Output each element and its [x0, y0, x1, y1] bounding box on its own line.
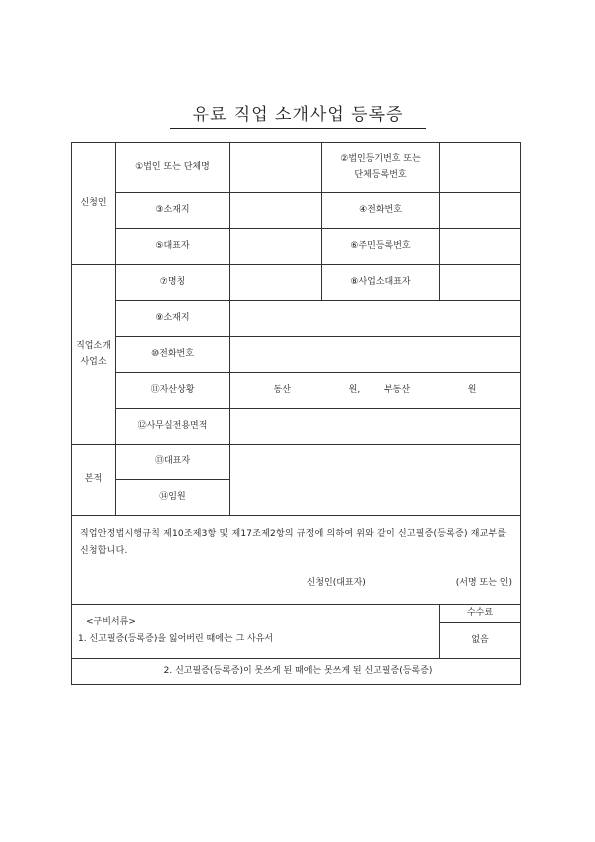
attachments-cell	[72, 605, 440, 659]
corp-reg-no-field[interactable]	[440, 143, 521, 193]
office-rep-label: ⑧사업소대표자	[322, 265, 440, 301]
office-address-field[interactable]	[230, 301, 521, 337]
attachment-item-1: 1. 신고필증(등록증)을 잃어버린 때에는 그 사유서	[78, 634, 274, 645]
sign-note: (서명 또는 인)	[455, 578, 513, 589]
fee-label: 수수료	[440, 605, 521, 623]
office-name-field[interactable]	[230, 265, 322, 301]
office-section-label: 직업소개 사업소	[72, 265, 116, 445]
head-office-field[interactable]	[230, 445, 521, 516]
asset-realestate-label: 부동산	[383, 384, 411, 395]
corp-name-field[interactable]	[230, 143, 322, 193]
corp-reg-no-label: ②법인등기번호 또는 단체등록번호	[322, 143, 440, 193]
assets-field[interactable]	[230, 373, 521, 409]
resident-no-field[interactable]	[440, 229, 521, 265]
fee-value: 없음	[440, 623, 521, 659]
applicant-phone-label: ④전화번호	[322, 193, 440, 229]
applicant-address-field[interactable]	[230, 193, 322, 229]
applicant-section-label: 신청인	[72, 143, 116, 265]
office-phone-label: ⑩전화번호	[116, 337, 230, 373]
office-address-label: ⑨소재지	[116, 301, 230, 337]
head-office-section-label: 본적	[72, 445, 116, 516]
signer-label: 신청인(대표자)	[306, 578, 366, 589]
floor-area-field[interactable]	[230, 409, 521, 445]
representative-label: ⑤대표자	[116, 229, 230, 265]
declaration-cell	[72, 516, 521, 605]
attachment-item-2: 2. 신고필증(등록증)이 못쓰게 된 때에는 못쓰게 된 신고필증(등록증)	[72, 659, 521, 685]
signature-line	[72, 560, 520, 591]
applicant-phone-field[interactable]	[440, 193, 521, 229]
office-phone-field[interactable]	[230, 337, 521, 373]
office-rep-field[interactable]	[440, 265, 521, 301]
head-rep-label: ⑬대표자	[116, 445, 230, 480]
registration-form-table	[71, 142, 521, 685]
asset-unit-won-2: 원	[467, 384, 477, 395]
form-title: 유료 직업 소개사업 등록증	[170, 100, 426, 129]
representative-field[interactable]	[230, 229, 322, 265]
floor-area-label: ⑫사무실전용면적	[116, 409, 230, 445]
officers-label: ⑭임원	[116, 480, 230, 516]
assets-label: ⑪자산상황	[116, 373, 230, 409]
asset-movable-label: 동산	[273, 384, 291, 395]
resident-no-label: ⑥주민등록번호	[322, 229, 440, 265]
office-name-label: ⑦명칭	[116, 265, 230, 301]
declaration-text: 직업안정법시행규칙 제10조제3항 및 제17조제2항의 규정에 의하여 위와 같이 신고필증(등록증) 재교부를 신청합니다.	[80, 529, 507, 557]
applicant-address-label: ③소재지	[116, 193, 230, 229]
corp-name-label: ①법인 또는 단체명	[116, 143, 230, 193]
attachments-heading: <구비서류>	[86, 617, 136, 627]
asset-unit-won-1: 원,	[348, 384, 361, 395]
